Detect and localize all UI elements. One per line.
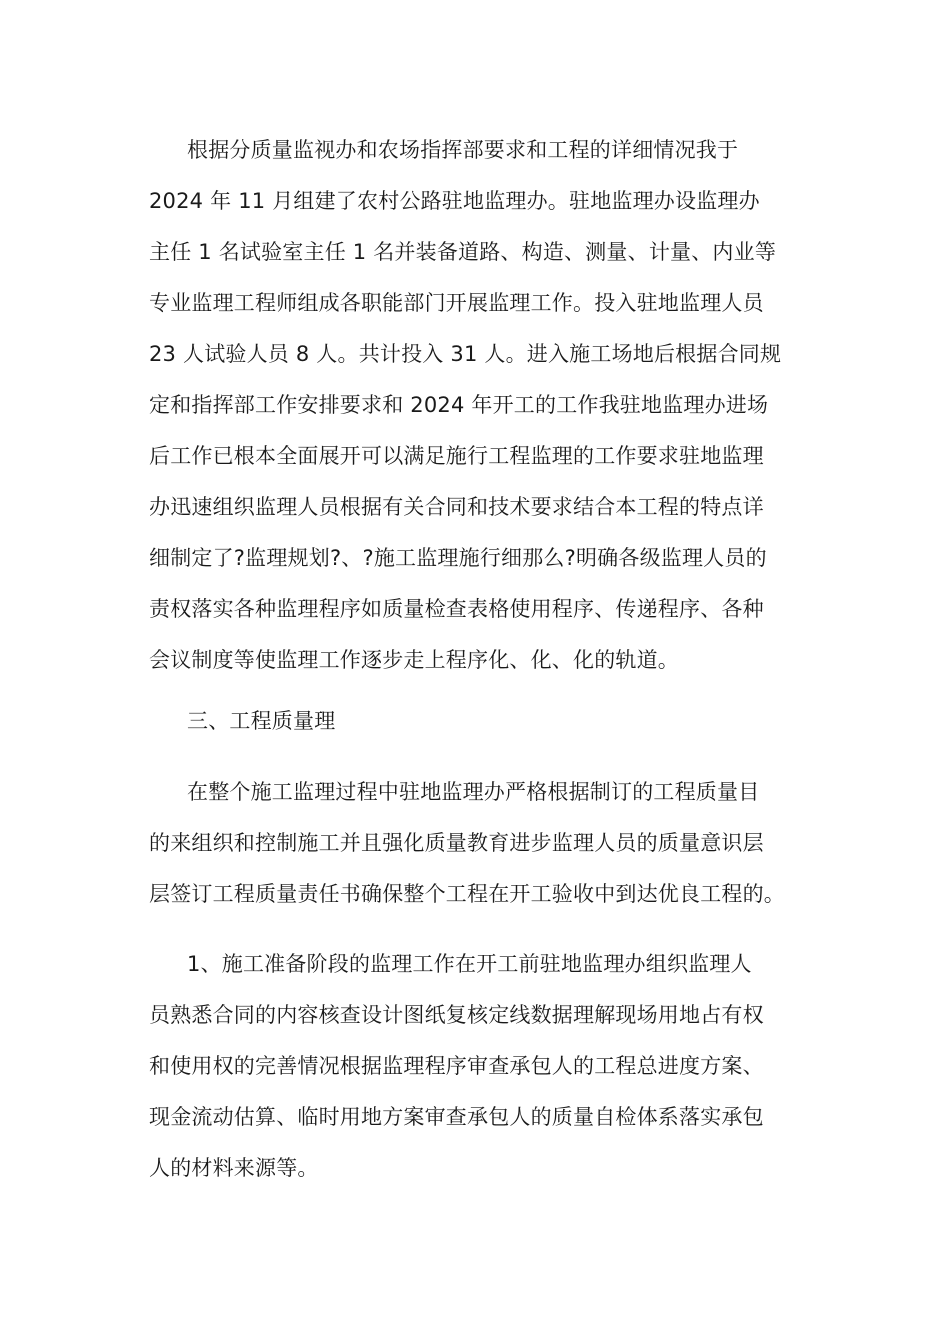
text-line: 员熟悉合同的内容核查设计图纸复核定线数据理解现场用地占有权 [149,1003,764,1027]
section-heading-text: 三、工程质量理 [187,709,336,733]
text-line: 后工作已根本全面展开可以满足施行工程监理的工作要求驻地监理 [149,444,764,468]
text-line: 专业监理工程师组成各职能部门开展监理工作。投入驻地监理人员 [149,291,764,315]
text-line: 2024 年 11 月组建了农村公路驻地监理办。驻地监理办设监理办 [149,189,760,213]
text-line: 细制定了?监理规划?、?施工监理施行细那么?明确各级监理人员的 [149,546,767,570]
text-line: 主任 1 名试验室主任 1 名并装备道路、构造、测量、计量、内业等 [149,240,777,264]
text-line: 会议制度等使监理工作逐步走上程序化、化、化的轨道。 [149,648,679,672]
paragraph-preparation-stage [149,939,809,1194]
text-line: 现金流动估算、临时用地方案审查承包人的质量自检体系落实承包 [149,1105,764,1129]
text-line: 在整个施工监理过程中驻地监理办严格根据制订的工程质量目 [187,780,760,804]
paragraph-supervision-office [149,125,809,686]
text-line: 1、施工准备阶段的监理工作在开工前驻地监理办组织监理人 [187,952,752,976]
text-line: 和使用权的完善情况根据监理程序审查承包人的工程总进度方案、 [149,1054,764,1078]
text-line: 层签订工程质量责任书确保整个工程在开工验收中到达优良工程的。 [149,882,785,906]
section-heading [149,696,809,747]
paragraph-quality-control [149,767,809,920]
text-line: 23 人试验人员 8 人。共计投入 31 人。进入施工场地后根据合同规 [149,342,782,366]
text-line: 人的材料来源等。 [149,1156,319,1180]
text-line: 办迅速组织监理人员根据有关合同和技术要求结合本工程的特点详 [149,495,764,519]
text-line: 的来组织和控制施工并且强化质量教育进步监理人员的质量意识层 [149,831,764,855]
text-line: 定和指挥部工作安排要求和 2024 年开工的工作我驻地监理办进场 [149,393,769,417]
text-line: 根据分质量监视办和农场指挥部要求和工程的详细情况我于 [187,138,739,162]
text-line: 责权落实各种监理程序如质量检查表格使用程序、传递程序、各种 [149,597,764,621]
